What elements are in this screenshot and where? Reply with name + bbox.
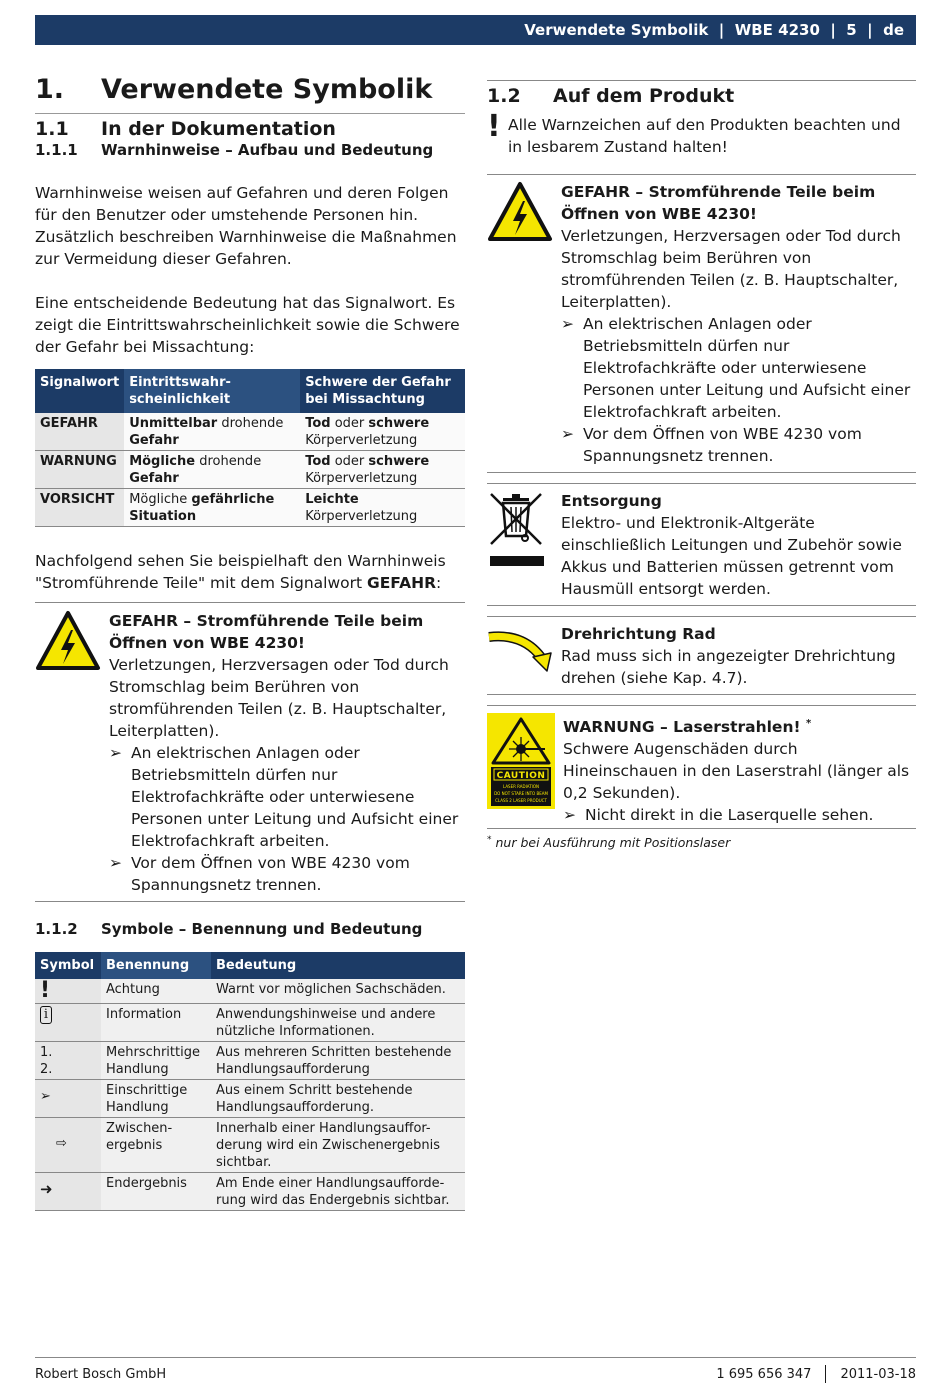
heading-text: Auf dem Produkt xyxy=(553,85,735,107)
table-row xyxy=(35,979,465,1004)
probability-cell: Mögliche drohende Gefahr xyxy=(124,451,300,489)
right-column xyxy=(487,80,916,850)
arrow-bullet-icon: ➢ xyxy=(109,854,122,872)
description-cell: Am Ende einer Handlungsaufforde-rung wird das Endergebnis sichtbar. xyxy=(211,1173,465,1211)
list-item xyxy=(561,423,916,467)
exclamation-icon: ! xyxy=(35,979,101,1004)
note-text: Alle Warnzeichen auf den Produkten beachten und in lesbarem Zustand halten! xyxy=(508,116,901,156)
table-row xyxy=(35,1042,465,1080)
laser-sign-text: CLASS 2 LASER PRODUCT xyxy=(495,798,547,803)
table-row xyxy=(35,1080,465,1118)
footer-company: Robert Bosch GmbH xyxy=(35,1367,167,1382)
arrow-bullet-icon: ➢ xyxy=(35,1080,101,1118)
table-row xyxy=(35,1118,465,1173)
heading-number: 1.1.1 xyxy=(35,141,78,159)
column-header: Bedeutung xyxy=(211,952,465,979)
table-row xyxy=(35,1004,465,1042)
final-result-icon: ➜ xyxy=(35,1173,101,1211)
laser-warning-box xyxy=(487,713,916,826)
signalword-cell: WARNUNG xyxy=(35,451,124,489)
paragraph-intro: Warnhinweise weisen auf Gefahren und deren Folgen für den Benutzer oder umstehende Personen hin. Zusätzlich beschreiben Warnhinweise die Maßnahmen zur Vermeidung dieser Gefahren. xyxy=(35,184,457,268)
name-cell: Einschrittige Handlung xyxy=(101,1080,211,1118)
laser-sign-text: DO NOT STARE INTO BEAM xyxy=(494,791,548,796)
header-model: WBE 4230 xyxy=(734,21,820,39)
arrow-bullet-icon: ➢ xyxy=(561,425,574,443)
heading-text: Warnhinweise – Aufbau und Bedeutung xyxy=(101,141,434,159)
bullet-text: An elektrischen Anlagen oder Betriebsmitteln dürfen nur Elektrofachkräfte oder unterwiesene Personen unter Leitung und Aufsicht einer Elektrofachkraft arbeiten. xyxy=(131,744,459,850)
bullet-text: An elektrischen Anlagen oder Betriebsmitteln dürfen nur Elektrofachkräfte oder unterwiesene Personen unter Leitung und Aufsicht einer Elektrofachkraft arbeiten. xyxy=(583,315,911,421)
footer-docnum: 1 695 656 347 xyxy=(716,1367,812,1382)
list-item xyxy=(563,804,916,826)
severity-cell: Tod oder schwere Körperverletzung xyxy=(300,451,465,489)
header-title: Verwendete Symbolik xyxy=(524,21,709,39)
probability-cell: Mögliche gefährliche Situation xyxy=(124,489,300,527)
description-cell: Aus einem Schritt bestehende Handlungsaufforderung. xyxy=(211,1080,465,1118)
paragraph-signalword: Eine entscheidende Bedeutung hat das Signalwort. Es zeigt die Eintrittswahrscheinlichkeit sowie die Schwere der Gefahr bei Missachtung: xyxy=(35,294,460,356)
description-cell: Innerhalb einer Handlungsauffor-derung wird ein Zwischenergebnis sichtbar. xyxy=(211,1118,465,1173)
bullet-text: Vor dem Öffnen von WBE 4230 vom Spannungsnetz trennen. xyxy=(131,854,410,894)
laser-text: Schwere Augenschäden durch Hineinschauen in den Laserstrahl (länger als 0,2 Sekunden). xyxy=(563,740,910,803)
paragraph-text: Nachfolgend sehen Sie beispielhaft den Warnhinweis "Stromführende Teile" mit dem Signalwort xyxy=(35,552,446,592)
symbol-table xyxy=(35,952,465,1211)
signalword-emphasis: GEFAHR xyxy=(367,574,437,592)
heading-number: 1.1.2 xyxy=(35,920,78,938)
heading-text: Symbole – Benennung und Bedeutung xyxy=(101,920,423,938)
rotation-text: Rad muss sich in angezeigter Drehrichtung drehen (siehe Kap. 4.7). xyxy=(561,647,896,687)
rotation-arrow-icon xyxy=(487,623,553,689)
heading-number: 1.1 xyxy=(35,118,69,140)
left-column xyxy=(35,72,465,1211)
severity-cell: Tod oder schwere Körperverletzung xyxy=(300,413,465,451)
page-footer xyxy=(35,1357,916,1383)
name-cell: Information xyxy=(101,1004,211,1042)
list-item xyxy=(561,313,916,423)
footnote-marker: * xyxy=(805,718,812,729)
danger-warning-box xyxy=(35,610,465,896)
arrow-bullet-icon: ➢ xyxy=(561,315,574,333)
numbered-steps-icon: 1. 2. xyxy=(35,1042,101,1080)
signalword-table xyxy=(35,369,465,527)
laser-title xyxy=(563,713,916,738)
header-lang: de xyxy=(883,21,904,39)
danger-title: GEFAHR – Stromführende Teile beim Öffnen von WBE 4230! xyxy=(109,612,424,652)
crossed-bin-icon xyxy=(487,490,553,600)
header-page: 5 xyxy=(846,21,857,39)
name-cell: Endergebnis xyxy=(101,1173,211,1211)
laser-title-text: WARNUNG – Laserstrahlen! xyxy=(563,718,801,737)
footer-date: 2011-03-18 xyxy=(840,1367,916,1382)
attention-note xyxy=(487,109,916,158)
bullet-text: Nicht direkt in die Laserquelle sehen. xyxy=(585,806,874,825)
danger-title: GEFAHR – Stromführende Teile beim Öffnen von WBE 4230! xyxy=(561,183,876,223)
probability-cell: Unmittelbar drohende Gefahr xyxy=(124,413,300,451)
page-header: Verwendete Symbolik | WBE 4230 | 5 | de xyxy=(35,15,916,45)
laser-caution-icon xyxy=(487,713,555,826)
rotation-box xyxy=(487,623,916,689)
electric-warning-icon xyxy=(487,181,553,467)
laser-sign-text: LASER RADIATION xyxy=(503,784,539,789)
footnote-text: nur bei Ausführung mit Positionslaser xyxy=(495,835,731,851)
column-header: Signalwort xyxy=(35,369,124,413)
table-row xyxy=(35,413,465,451)
arrow-bullet-icon: ➢ xyxy=(563,806,576,825)
arrow-bullet-icon: ➢ xyxy=(109,744,122,762)
heading-number: 1. xyxy=(35,74,65,105)
disposal-title: Entsorgung xyxy=(561,492,662,510)
danger-text: Verletzungen, Herzversagen oder Tod durch Stromschlag beim Berühren von stromführenden Teilen (z. B. Hauptschalter, Leiterplatten). xyxy=(561,227,901,311)
signalword-cell: GEFAHR xyxy=(35,413,124,451)
signalword-cell: VORSICHT xyxy=(35,489,124,527)
caution-label: CAUTION xyxy=(496,771,546,781)
table-row xyxy=(35,1173,465,1211)
paragraph-text: : xyxy=(436,574,442,592)
danger-warning-box-product xyxy=(487,181,916,467)
description-cell: Warnt vor möglichen Sachschäden. xyxy=(211,979,465,1004)
name-cell: Zwischen-ergebnis xyxy=(101,1118,211,1173)
list-item xyxy=(109,852,465,896)
section-1-1-heading xyxy=(35,118,465,140)
section-1-1-2-heading xyxy=(35,920,465,938)
heading-text: In der Dokumentation xyxy=(101,118,336,140)
name-cell: Mehrschrittige Handlung xyxy=(101,1042,211,1080)
list-item xyxy=(109,742,465,852)
danger-text: Verletzungen, Herzversagen oder Tod durch Stromschlag beim Berühren von stromführenden Teilen (z. B. Hauptschalter, Leiterplatten). xyxy=(109,656,449,740)
footnote xyxy=(487,835,916,850)
section-1-2-heading xyxy=(487,85,916,107)
table-row xyxy=(35,451,465,489)
severity-cell: Leichte Körperverletzung xyxy=(300,489,465,527)
column-header: Symbol xyxy=(35,952,101,979)
paragraph-example xyxy=(35,550,465,594)
footnote-marker: * xyxy=(487,835,492,846)
description-cell: Anwendungshinweise und andere nützliche Informationen. xyxy=(211,1004,465,1042)
column-header: Eintrittswahr-scheinlichkeit xyxy=(124,369,300,413)
section-1-1-1-heading xyxy=(35,141,465,159)
exclamation-icon: ! xyxy=(487,109,501,144)
rotation-title: Drehrichtung Rad xyxy=(561,625,716,643)
column-header: Schwere der Gefahr bei Missachtung xyxy=(300,369,465,413)
bullet-text: Vor dem Öffnen von WBE 4230 vom Spannungsnetz trennen. xyxy=(583,425,862,465)
name-cell: Achtung xyxy=(101,979,211,1004)
disposal-box xyxy=(487,490,916,600)
table-row xyxy=(35,489,465,527)
heading-text: Verwendete Symbolik xyxy=(101,74,433,105)
description-cell: Aus mehreren Schritten bestehende Handlungsaufforderung xyxy=(211,1042,465,1080)
info-icon: i xyxy=(35,1004,101,1042)
section-1-heading xyxy=(35,72,465,114)
electric-warning-icon xyxy=(35,610,101,896)
intermediate-result-icon: ⇨ xyxy=(35,1118,101,1173)
heading-number: 1.2 xyxy=(487,85,521,107)
column-header: Benennung xyxy=(101,952,211,979)
disposal-text: Elektro- und Elektronik-Altgeräte einschließlich Leitungen und Zubehör sowie Akkus und Batterien müssen getrennt vom Hausmüll entsorgt werden. xyxy=(561,514,902,598)
